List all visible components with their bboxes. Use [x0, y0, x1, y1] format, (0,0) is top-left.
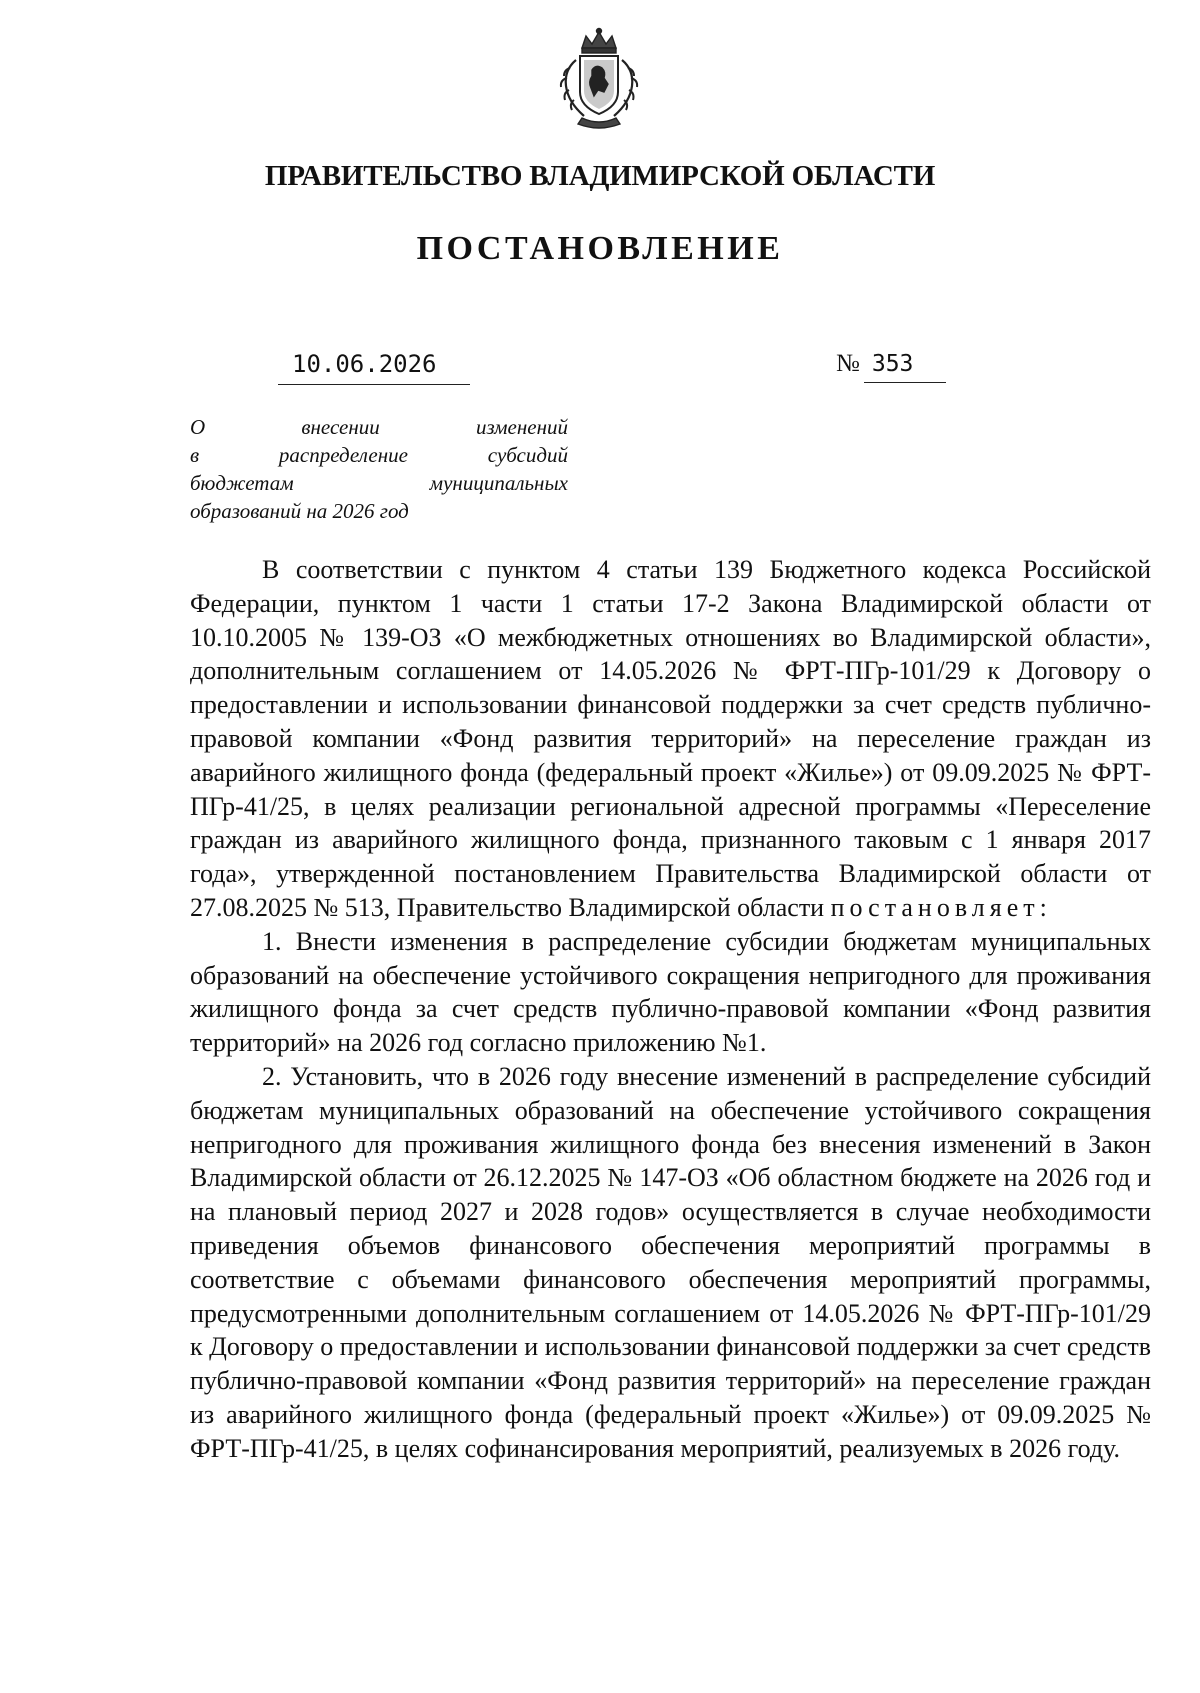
organization-title: ПРАВИТЕЛЬСТВО ВЛАДИМИРСКОЙ ОБЛАСТИ — [264, 160, 936, 192]
coat-of-arms-icon — [544, 26, 654, 132]
subject-line: бюджетам муниципальных — [190, 471, 568, 495]
number-value: 353 — [864, 351, 946, 383]
decree-word: постановляет: — [830, 892, 1052, 922]
document-body — [190, 553, 1151, 1466]
number-sign: № — [836, 350, 860, 377]
document-date: 10.06.2026 — [278, 350, 470, 385]
document-subject — [190, 413, 568, 525]
preamble-paragraph — [190, 553, 1151, 925]
item-1-paragraph: 1. Внести изменения в распределение субсидии бюджетам муниципальных образований на обеспечение устойчивого сокращения непригодного для проживания жилищного фонда за счет средств публично-правовой компании «Фонд развития территорий» на 2026 год согласно приложению №1. — [190, 926, 1151, 1058]
preamble-text: В соответствии с пунктом 4 статьи 139 Бюджетного кодекса Российской Федерации, пунктом 1 части 1 статьи 17-2 Закона Владимирской области от 10.10.2005 № 139-ОЗ «О межбюджетных отношениях во Владимирской области», дополнительным соглашением от 14.05.2026 № ФРТ-ПГр-101/29 к Договору о предоставлении и использовании финансовой поддержки за счет средств публично-правовой компании «Фонд развития территорий» на переселение граждан из аварийного жилищного фонда (федеральный проект «Жилье») от 09.09.2025 № ФРТ-ПГр-41/25, в целях реализации региональной адресной программы «Переселение граждан из аварийного жилищного фонда, признанного таковым с 1 января 2017 года», утвержденной постановлением Правительства Владимирской области от 27.08.2025 № 513, Правительство Владимирской области — [190, 555, 1151, 922]
subject-line: образований на 2026 год — [190, 499, 409, 523]
document-type-title: ПОСТАНОВЛЕНИЕ — [416, 230, 784, 267]
document-number — [836, 350, 946, 383]
subject-line: в распределение субсидий — [190, 443, 568, 467]
item-2-paragraph: 2. Установить, что в 2026 году внесение изменений в распределение субсидий бюджетам муниципальных образований на обеспечение устойчивого сокращения непригодного для проживания жилищного фонда без внесения изменений в Закон Владимирской области от 26.12.2025 № 147-ОЗ «Об областном бюджете на 2026 год и на плановый период 2027 и 2028 годов» осуществляется в случае необходимости приведения объемов финансового обеспечения мероприятий программы в соответствие с объемами финансового обеспечения мероприятий программы, предусмотренными дополнительным соглашением от 14.05.2026 № ФРТ-ПГр-101/29 к Договору о предоставлении и использовании финансовой поддержки за счет средств публично-правовой компании «Фонд развития территорий» на переселение граждан из аварийного жилищного фонда (федеральный проект «Жилье») от 09.09.2025 № ФРТ-ПГр-41/25, в целях софинансирования мероприятий, реализуемых в 2026 году. — [190, 1061, 1151, 1463]
subject-line: О внесении изменений — [190, 415, 568, 439]
